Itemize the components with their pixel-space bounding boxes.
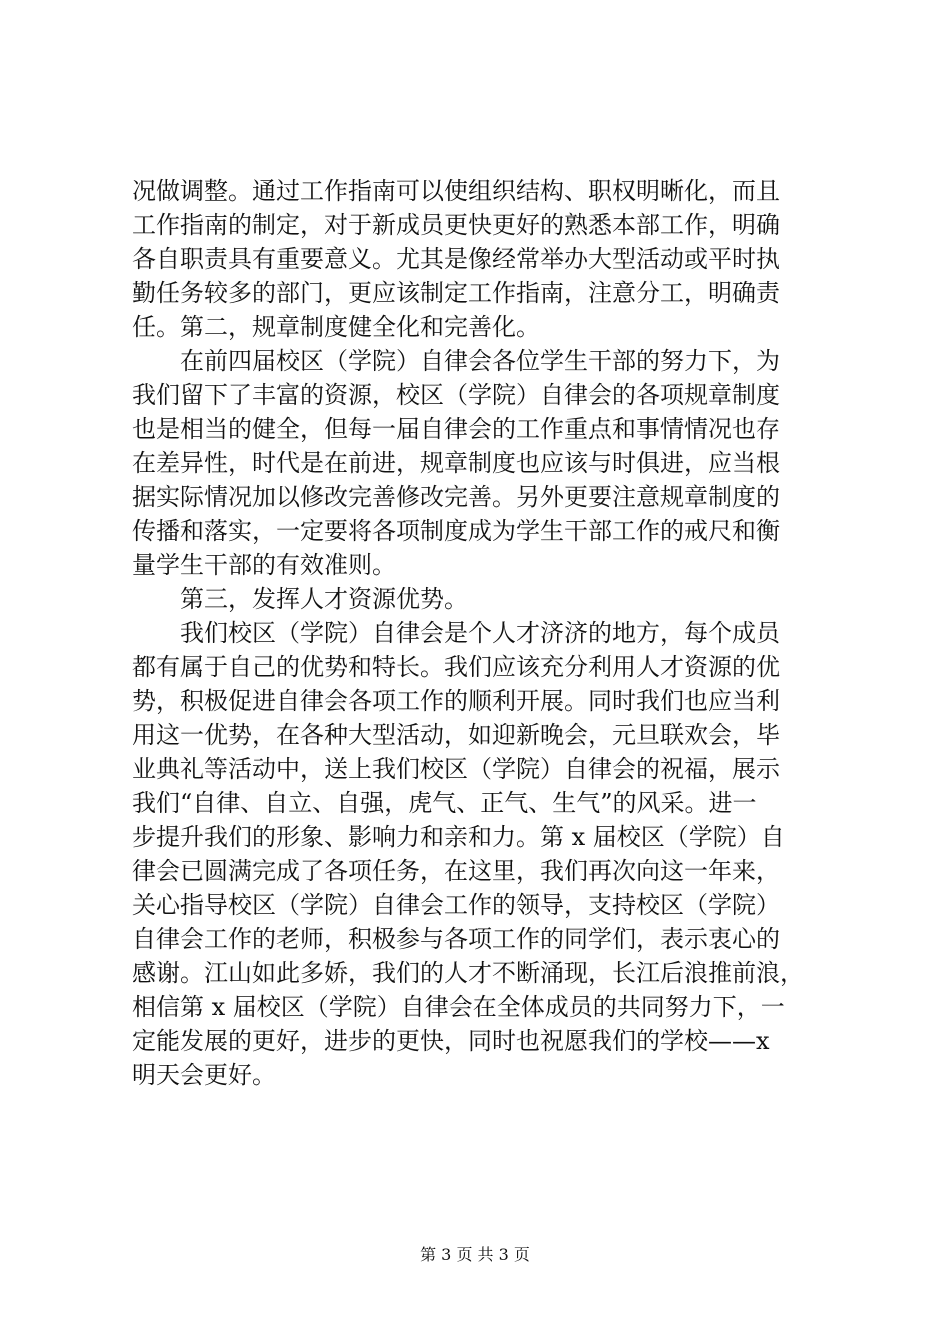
text-line: 业典礼等活动中，送上我们校区（学院）自律会的祝福，展示 [132, 755, 780, 783]
paragraph [132, 582, 832, 616]
text-line: 势，积极促进自律会各项工作的顺利开展。同时我们也应当利 [132, 687, 780, 715]
text-line: 在差异性，时代是在前进，规章制度也应该与时俱进，应当根 [132, 449, 780, 477]
text-line: 工作指南的制定，对于新成员更快更好的熟悉本部工作，明确 [132, 211, 780, 239]
text-line: 律会已圆满完成了各项任务，在这里，我们再次向这一年来， [132, 857, 780, 885]
text-line: 相信第 x 届校区（学院）自律会在全体成员的共同努力下，一 [132, 993, 785, 1021]
text-line: 我们校区（学院）自律会是个人才济济的地方，每个成员 [180, 619, 780, 647]
paragraph [132, 616, 832, 1092]
text-line: 用这一优势，在各种大型活动，如迎新晚会，元旦联欢会，毕 [132, 721, 780, 749]
text-line: 自律会工作的老师，积极参与各项工作的同学们，表示衷心的 [132, 925, 780, 953]
text-line: 第三，发挥人才资源优势。 [180, 585, 468, 613]
text-line: 感谢。江山如此多娇，我们的人才不断涌现，长江后浪推前浪， [132, 959, 804, 987]
text-line: 我们“自律、自立、自强，虎气、正气、生气”的风采。进一 [132, 789, 757, 817]
text-line: 在前四届校区（学院）自律会各位学生干部的努力下，为 [180, 347, 780, 375]
text-line: 况做调整。通过工作指南可以使组织结构、职权明晰化，而且 [132, 177, 780, 205]
text-line: 关心指导校区（学院）自律会工作的领导，支持校区（学院） [132, 891, 780, 919]
paragraph [132, 344, 832, 582]
text-line: 任。第二，规章制度健全化和完善化。 [132, 313, 540, 341]
text-line: 步提升我们的形象、影响力和亲和力。第 x 届校区（学院）自 [132, 823, 785, 851]
text-line: 我们留下了丰富的资源，校区（学院）自律会的各项规章制度 [132, 381, 780, 409]
text-line: 传播和落实，一定要将各项制度成为学生干部工作的戒尺和衡 [132, 517, 780, 545]
text-line: 都有属于自己的优势和特长。我们应该充分利用人才资源的优 [132, 653, 780, 681]
text-line: 各自职责具有重要意义。尤其是像经常举办大型活动或平时执 [132, 245, 780, 273]
paragraph [132, 174, 832, 344]
text-line: 也是相当的健全，但每一届自律会的工作重点和事情情况也存 [132, 415, 780, 443]
page-footer: 第 3 页 共 3 页 [420, 1245, 530, 1264]
text-line: 据实际情况加以修改完善修改完善。另外更要注意规章制度的 [132, 483, 780, 511]
text-line: 定能发展的更好，进步的更快，同时也祝愿我们的学校——x [132, 1027, 770, 1055]
body-text [132, 174, 832, 1092]
text-line: 量学生干部的有效准则。 [132, 551, 396, 579]
text-line: 勤任务较多的部门，更应该制定工作指南，注意分工，明确责 [132, 279, 780, 307]
text-line: 明天会更好。 [132, 1061, 276, 1089]
